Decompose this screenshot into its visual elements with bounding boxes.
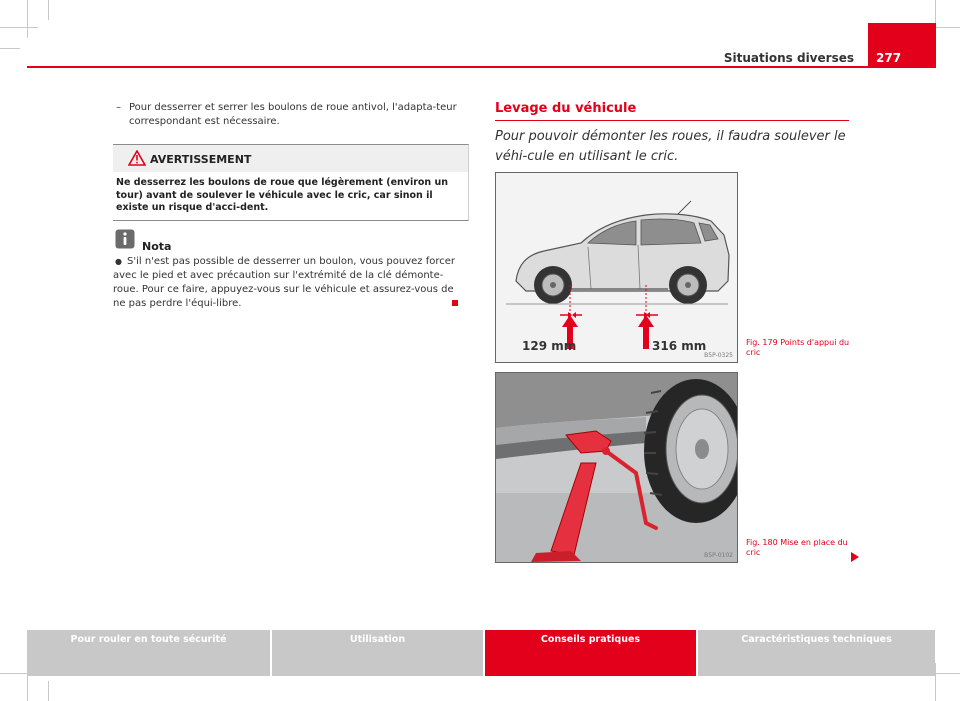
car-side-illustration: [496, 173, 737, 362]
end-of-section-marker: [452, 300, 458, 306]
dash-bullet: –: [116, 102, 121, 113]
intro-text: Pour pouvoir démonter les roues, il faudra soulever le véhi-cule en utilisant le cric.: [495, 129, 846, 164]
dimension-label-rear: 316 mm: [652, 339, 707, 353]
header-rule: [27, 66, 936, 68]
crop-mark: [27, 0, 28, 38]
figure-code: B5P-0102: [704, 552, 733, 559]
dimension-label-front: 129 mm: [522, 339, 577, 353]
warning-icon: [128, 150, 146, 166]
dash-item-text: Pour desserrer et serrer les boulons de roue antivol, l'adapta-teur correspondant est nécessaire.: [129, 102, 457, 127]
continue-arrow-icon: [851, 552, 859, 562]
figure-caption: Fig. 180 Mise en place du cric: [746, 538, 848, 557]
warning-title: AVERTISSEMENT: [150, 153, 252, 166]
crop-mark: [0, 48, 20, 49]
figure-code: B5P-0325: [704, 352, 733, 359]
crop-mark: [48, 0, 49, 20]
figure-caption: Fig. 179 Points d'appui du cric: [746, 338, 850, 357]
section-rule: [495, 120, 849, 121]
jack-illustration: [496, 373, 737, 562]
crop-mark: [48, 681, 49, 701]
tab-caracteristiques[interactable]: Caractéristiques techniques: [698, 630, 935, 676]
section-title: Situations diverses: [723, 51, 854, 65]
page-number: 277: [876, 51, 902, 65]
footer-nav: [27, 630, 935, 676]
crop-mark: [0, 27, 38, 28]
tab-securite[interactable]: Pour rouler en toute sécurité: [27, 630, 270, 676]
figure-jack-placement: [495, 372, 738, 563]
tab-utilisation[interactable]: Utilisation: [272, 630, 483, 676]
figure-jacking-points: [495, 172, 738, 363]
warning-body: Ne desserrez les boulons de roue que légèrement (environ un tour) avant de soulever le véhicule avec le cric, car sinon il existe un risque d'acci-dent.: [116, 177, 449, 213]
tab-conseils-pratiques[interactable]: Conseils pratiques: [485, 630, 696, 676]
crop-mark: [935, 663, 936, 701]
note-body: S'il n'est pas possible de desserrer un boulon, vous pouvez forcer avec le pied et avec précaution sur l'extrémité de la clé démonte-roue. Pour ce faire, appuyez-vous sur le véhicule et assurez-vous de ne pas perdre l'équi-libre.: [113, 256, 455, 309]
note-bullet: ●: [115, 257, 122, 266]
warning-box: [113, 144, 469, 221]
section-heading: Levage du véhicule: [495, 101, 637, 116]
note-icon: [115, 229, 135, 249]
note-title: Nota: [142, 240, 172, 253]
